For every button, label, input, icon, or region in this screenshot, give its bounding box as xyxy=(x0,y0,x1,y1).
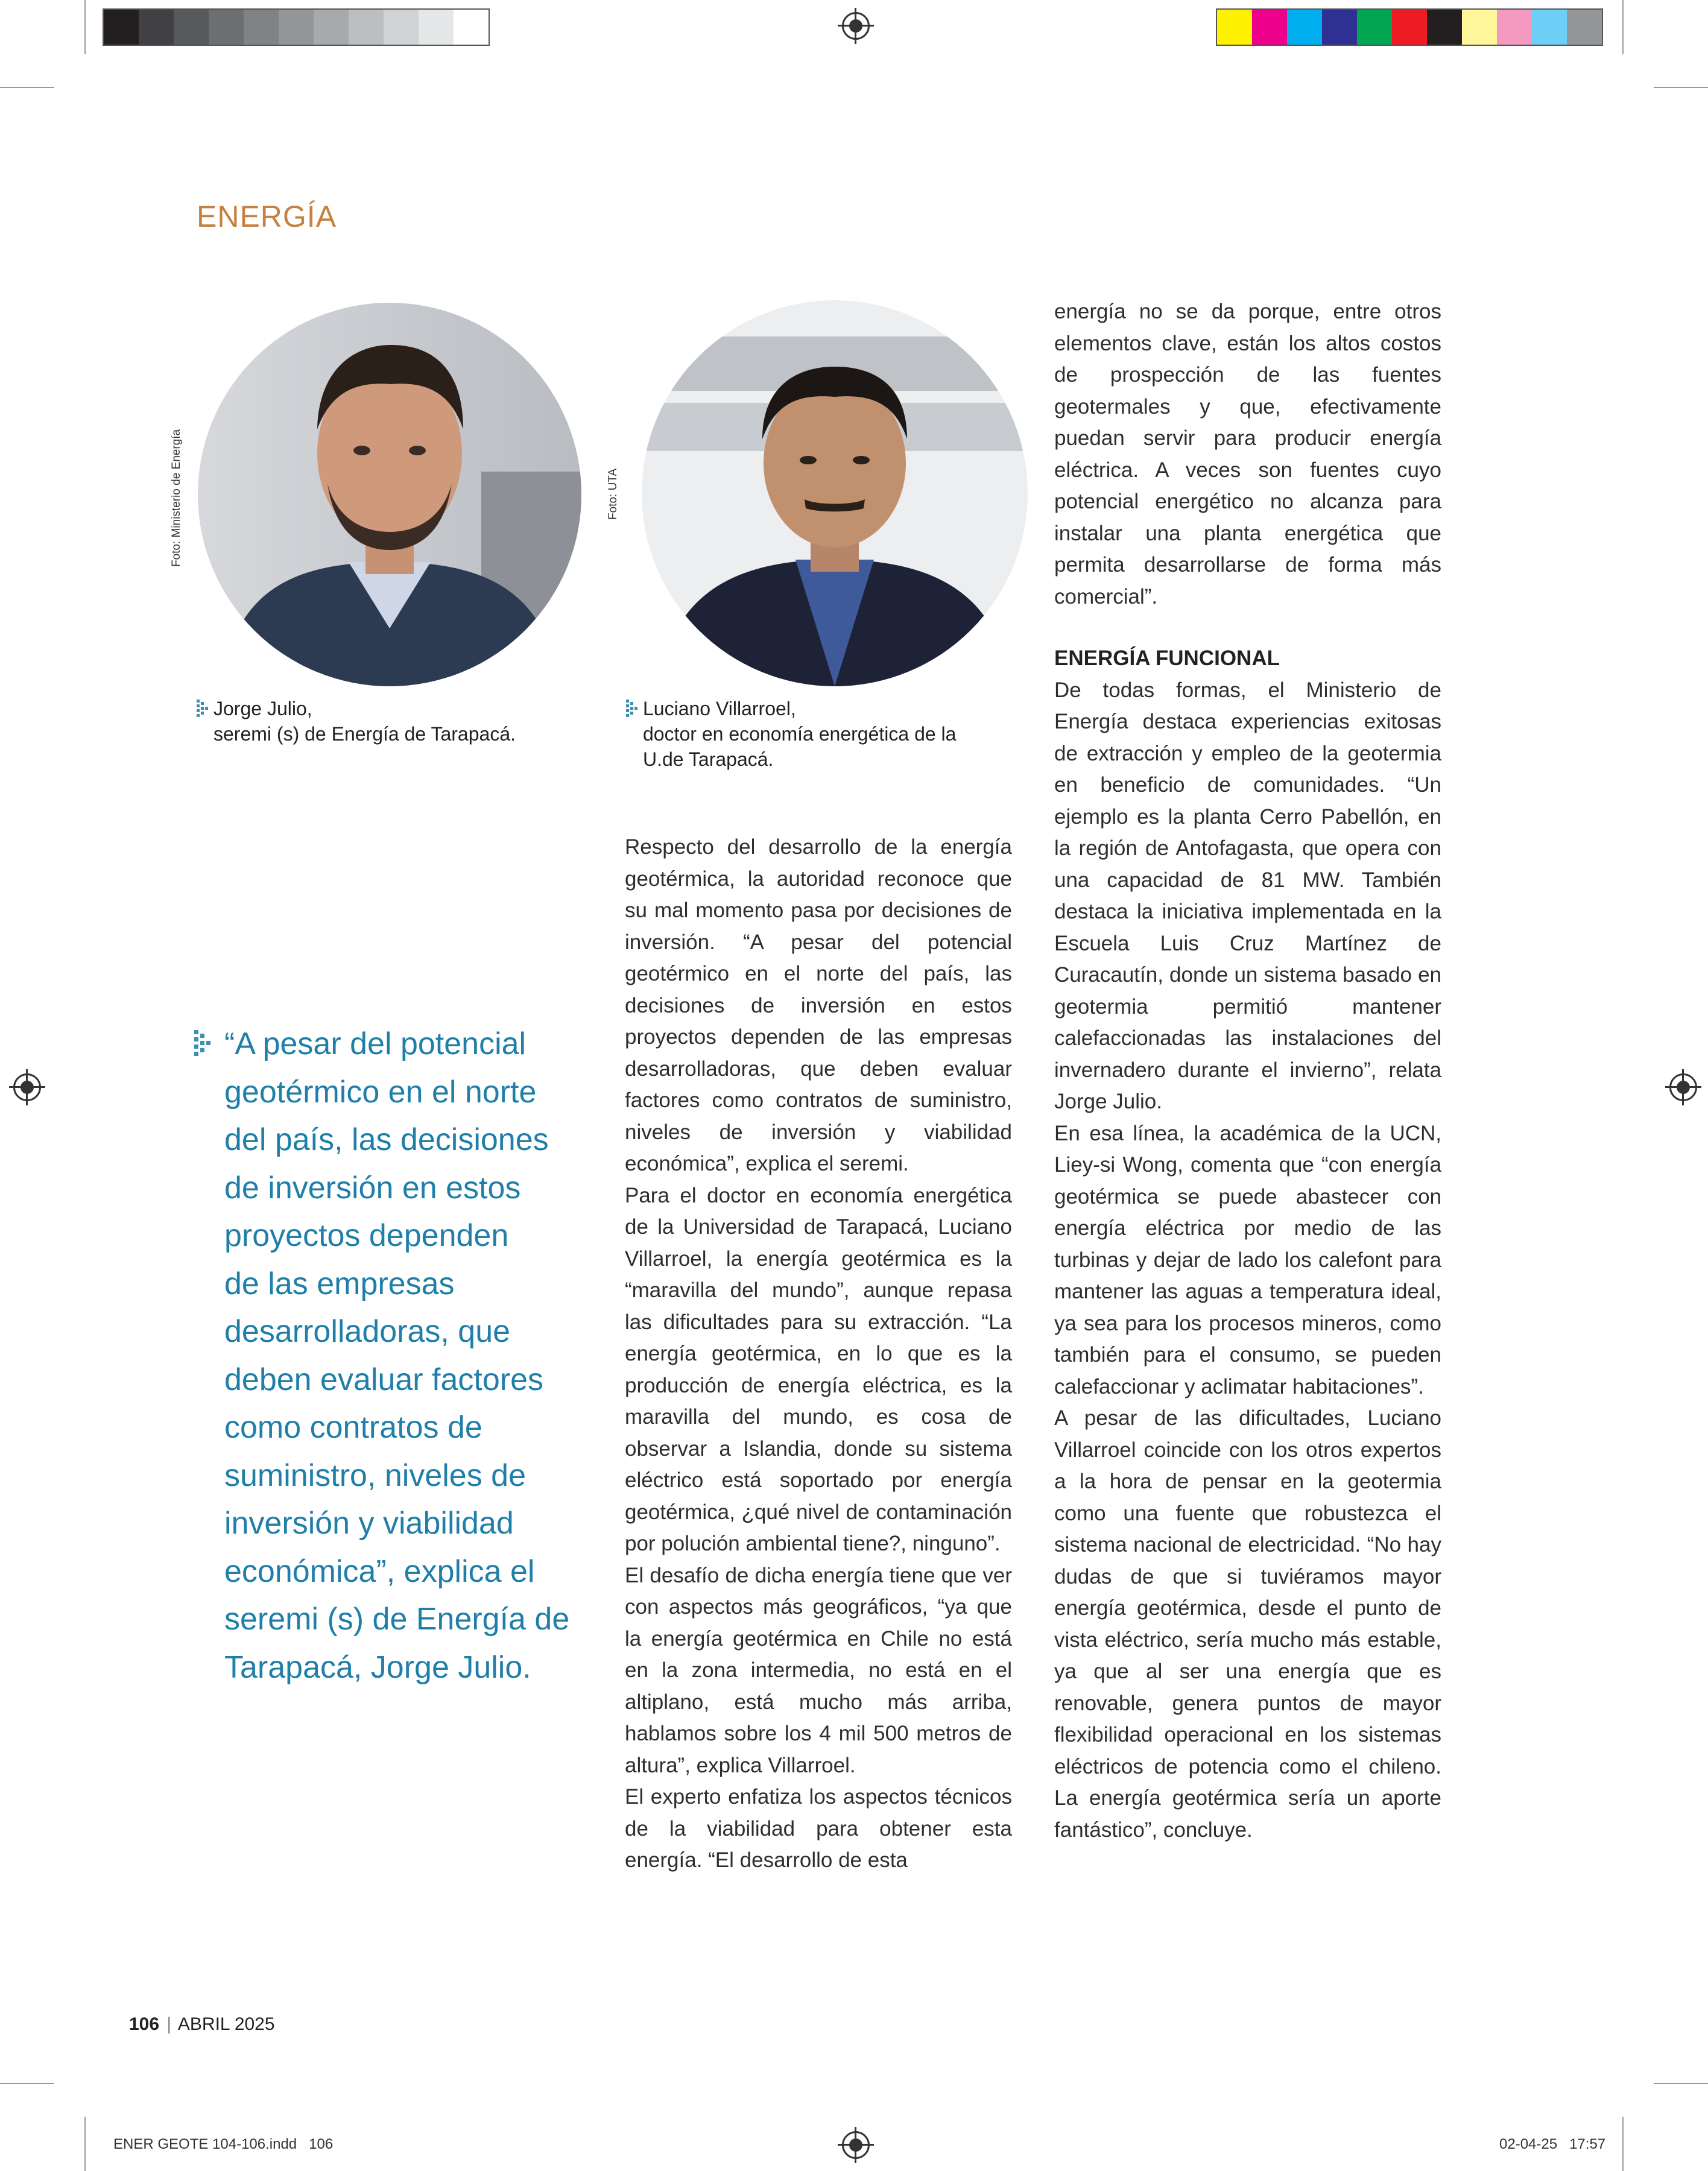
cmyk-swatch xyxy=(1392,10,1427,45)
portrait-illustration xyxy=(642,300,1028,686)
pull-quote-line: seremi (s) de Energía de xyxy=(224,1602,570,1637)
paragraph: En esa línea, la académica de la UCN, Liey-si Wong, comenta que “con energía geotérmica se puede abastecer con energía eléctrica por medio de las turbinas y dejar de lado los calefont para mantener las aguas a temperatura ideal, ya sea para los procesos mineros, como también para el consumo, se pueden calefaccionar y aclimatar habitaciones”. xyxy=(1054,1121,1441,1398)
caption-bullet-icon xyxy=(626,700,638,718)
caption-luciano-villarroel xyxy=(643,696,1017,772)
gray-swatch xyxy=(419,10,454,45)
crop-mark xyxy=(1654,87,1708,88)
footer-separator: | xyxy=(166,2014,172,2034)
cmyk-swatch xyxy=(1462,10,1497,45)
paragraph: Respecto del desarrollo de la energía geotérmica, la autoridad reconoce que su mal momento pasa por decisiones de inversión. “A pesar del potencial geotérmico en el norte del país, las decisiones de inversión en estos proyectos dependen de las empresas desarrolladoras, que deben evaluar factores como contratos de suministro, niveles de inversión y viabilidad económica”, explica el seremi. xyxy=(625,835,1012,1175)
portrait-illustration xyxy=(198,303,581,686)
cmyk-swatch xyxy=(1427,10,1462,45)
crop-mark xyxy=(84,2117,86,2171)
pull-quote xyxy=(193,1020,579,1692)
portrait-jorge-julio xyxy=(198,303,581,686)
article-column-middle xyxy=(625,832,1012,1877)
gray-swatch xyxy=(209,10,244,45)
cmyk-swatch xyxy=(1287,10,1322,45)
gray-swatch xyxy=(349,10,384,45)
pull-quote-line: geotérmico en el norte xyxy=(224,1074,537,1110)
photo-credit-middle: Foto: UTA xyxy=(607,468,619,520)
gray-swatch xyxy=(104,10,139,45)
photo-credit-left: Foto: Ministerio de Energía xyxy=(170,429,183,567)
pull-quote-line: como contratos de xyxy=(224,1410,482,1445)
grayscale-color-bar xyxy=(103,8,490,46)
issue-date: ABRIL 2025 xyxy=(177,2014,275,2034)
portrait-luciano-villarroel xyxy=(642,300,1028,686)
pull-quote-line: suministro, niveles de xyxy=(224,1458,526,1493)
registration-mark-top xyxy=(842,12,870,40)
pull-quote-line: Tarapacá, Jorge Julio. xyxy=(224,1649,531,1685)
pull-quote-line: del país, las decisiones xyxy=(224,1122,549,1157)
gray-swatch xyxy=(279,10,314,45)
crop-mark xyxy=(0,87,54,88)
paragraph: energía no se da porque, entre otros elementos clave, están los altos costos de prospección de las fuentes geotermales y que, efectivamente puedan servir para producir energía eléctrica. A veces son fuentes cuyo potencial energético no alcanza para instalar una planta energética que permita desarrollarse de forma más comercial”. xyxy=(1054,300,1441,608)
paragraph: A pesar de las dificultades, Luciano Villarroel coincide con los otros expertos a la hora de pensar en la geotermia como una fuente que robustezca el sistema nacional de electricidad. “No hay dudas de que si tuviéramos mayor energía geotérmica, desde el punto de vista eléctrico, sería mucho más estable, ya que al ser una energía que es renovable, genera puntos de mayor flexibilidad operacional en los sistemas eléctricos de potencia como el chileno. La energía geotérmica sería un aporte fantástico”, concluye. xyxy=(1054,1406,1441,1842)
pull-quote-line: económica”, explica el xyxy=(224,1553,535,1589)
gray-swatch xyxy=(384,10,419,45)
paragraph: El desafío de dicha energía tiene que ver con aspectos más geográficos, “ya que la energía geotérmica en Chile no está en la zona intermedia, no está en el altiplano, está mucho más arriba, hablamos sobre los 4 mil 500 metros de altura”, explica Villarroel. xyxy=(625,1563,1012,1777)
cmyk-swatch xyxy=(1322,10,1357,45)
caption-role: seremi (s) de Energía de Tarapacá. xyxy=(214,723,516,745)
cmyk-swatch xyxy=(1532,10,1567,45)
cmyk-swatch xyxy=(1497,10,1532,45)
crop-mark xyxy=(1654,2083,1708,2084)
cmyk-swatch xyxy=(1252,10,1287,45)
paragraph: El experto enfatiza los aspectos técnicos de la viabilidad para obtener esta energía. “El desarrollo de esta xyxy=(625,1785,1012,1872)
cmyk-swatch xyxy=(1567,10,1602,45)
registration-mark-right xyxy=(1669,1073,1697,1101)
section-title: ENERGÍA xyxy=(197,200,337,233)
gray-swatch xyxy=(454,10,489,45)
article-column-right xyxy=(1054,296,1441,1846)
gray-swatch xyxy=(139,10,174,45)
caption-bullet-icon xyxy=(197,700,209,718)
crop-mark xyxy=(1622,2117,1624,2171)
registration-mark-bottom xyxy=(842,2131,870,2159)
paragraph: Para el doctor en economía energética de la Universidad de Tarapacá, Luciano Villarroel, la energía geotérmica es la “maravilla del mundo”, aunque repasa las dificultades para su extracción. “La energía geotérmica, en lo que es la producción de energía eléctrica, es la maravilla del mundo, es cosa de observar a Islandia, donde su sistema eléctrico está soportado por energía geotérmica, ¿qué nivel de contaminación por polución ambiental tiene?, ninguno”. xyxy=(625,1183,1012,1555)
pull-quote-line: desarrolladoras, que xyxy=(224,1314,511,1349)
caption-jorge-julio xyxy=(214,696,575,747)
caption-name: Jorge Julio, xyxy=(214,698,312,719)
gray-swatch xyxy=(174,10,209,45)
gray-swatch xyxy=(314,10,349,45)
pull-quote-line: proyectos dependen xyxy=(224,1218,509,1253)
crop-mark xyxy=(1622,0,1624,54)
cmyk-swatch xyxy=(1217,10,1252,45)
cmyk-color-bar xyxy=(1216,8,1603,46)
caption-name: Luciano Villarroel, xyxy=(643,698,796,719)
slug-datetime: 02-04-25 17:57 xyxy=(1499,2136,1606,2152)
pull-quote-line: inversión y viabilidad xyxy=(224,1506,514,1541)
caption-affiliation: U.de Tarapacá. xyxy=(643,748,774,770)
page-number: 106 xyxy=(129,2014,160,2034)
crop-mark xyxy=(0,2083,54,2084)
pull-quote-line: “A pesar del potencial xyxy=(224,1026,527,1061)
paragraph: De todas formas, el Ministerio de Energía destaca experiencias exitosas de extracción y empleo de la geotermia en beneficio de comunidades. “Un ejemplo es la planta Cerro Pabellón, en la región de Antofagasta, que opera con una capacidad de 81 MW. También destaca la iniciativa implementada en la Escuela Luis Cruz Martínez de Curacautín, donde un sistema basado en geotermia permitió mantener calefaccionadas las instalaciones del invernadero durante el invierno”, relata Jorge Julio. xyxy=(1054,678,1441,1113)
cmyk-swatch xyxy=(1357,10,1392,45)
slug-file: ENER GEOTE 104-106.indd 106 xyxy=(113,2136,334,2152)
caption-role: doctor en economía energética de la xyxy=(643,723,957,745)
pull-quote-line: de inversión en estos xyxy=(224,1170,521,1206)
registration-mark-left xyxy=(13,1073,41,1101)
pull-quote-line: deben evaluar factores xyxy=(224,1362,544,1397)
subheading: ENERGÍA FUNCIONAL xyxy=(1054,646,1280,670)
gray-swatch xyxy=(244,10,279,45)
crop-mark xyxy=(84,0,86,54)
pull-quote-line: de las empresas xyxy=(224,1266,455,1301)
page-footer xyxy=(129,2014,275,2035)
